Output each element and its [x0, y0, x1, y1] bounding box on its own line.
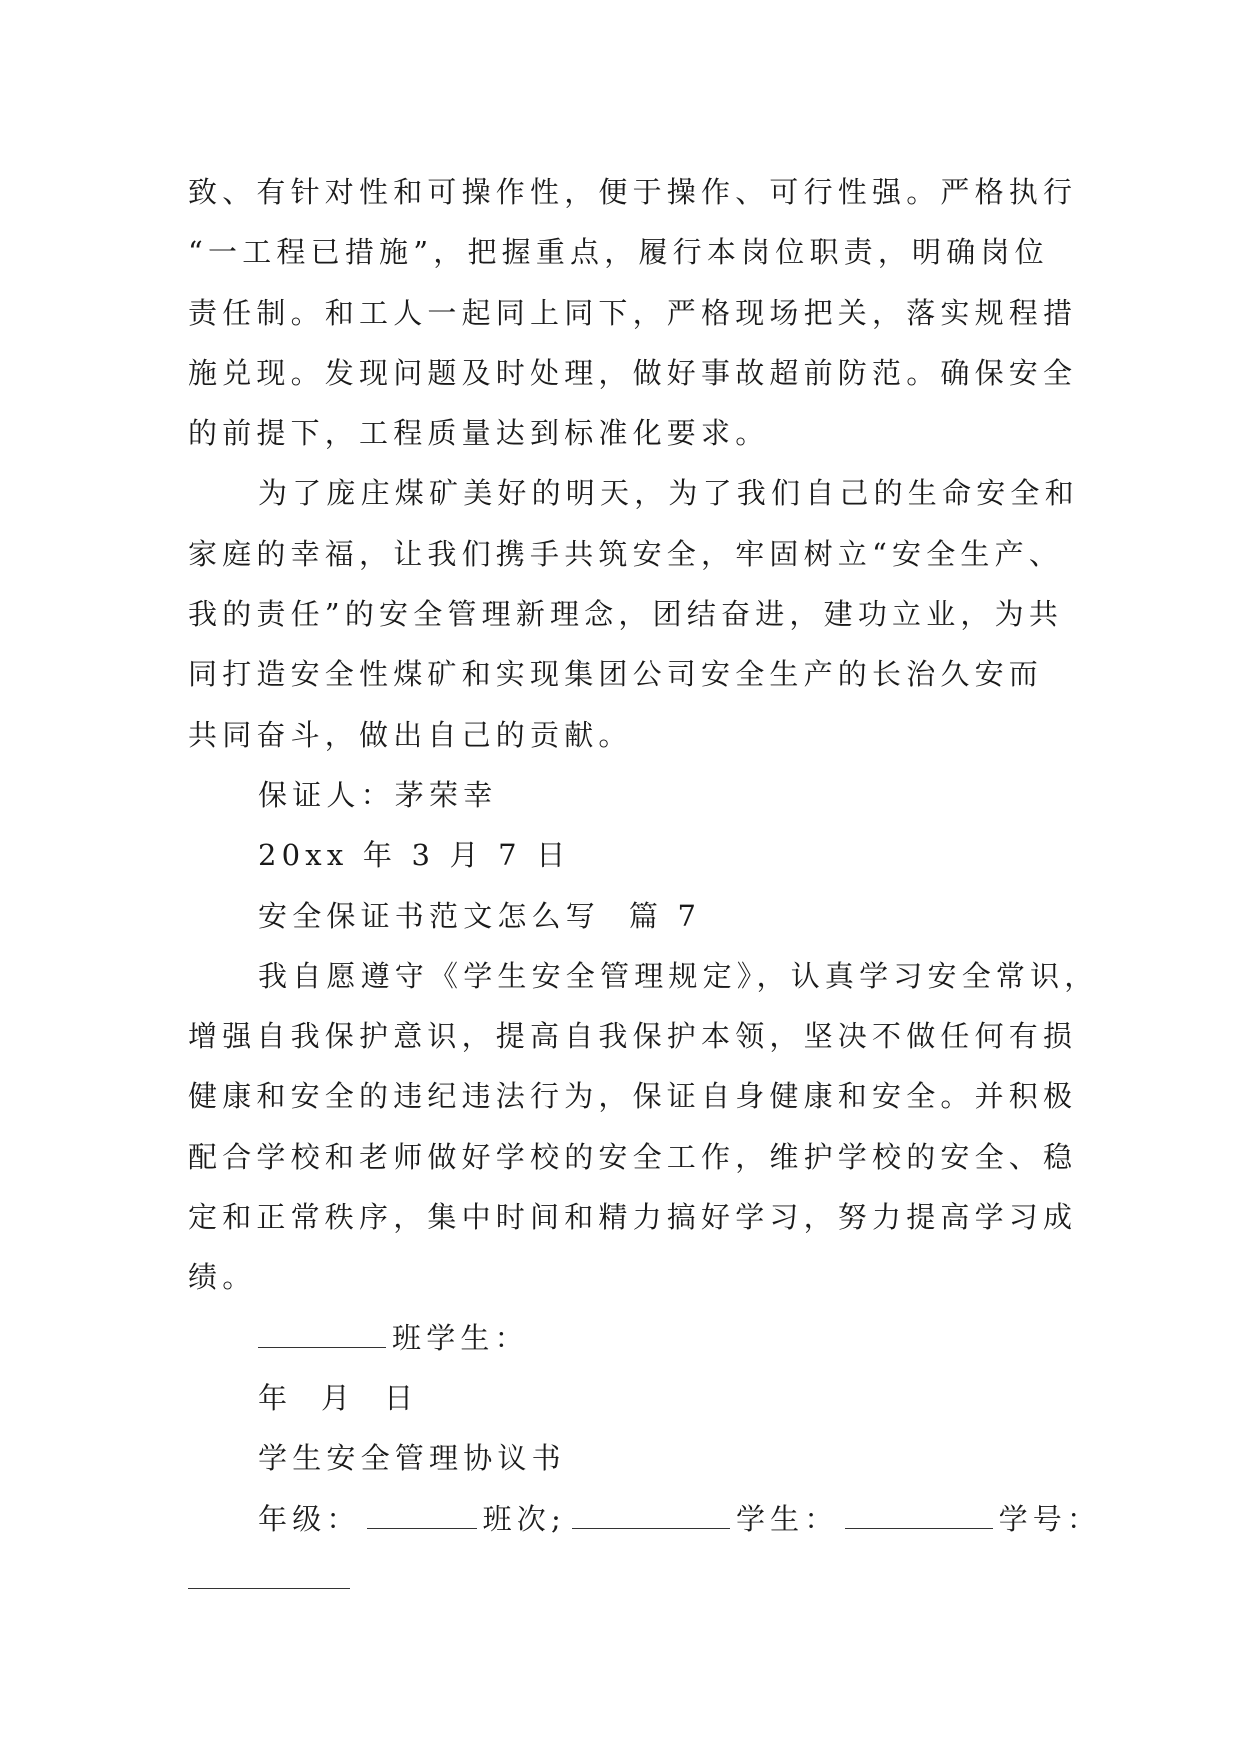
class-blank — [258, 1321, 386, 1348]
text-line: 定和正常秩序，集中时间和精力搞好学习，努力提高学习成 — [188, 1200, 1078, 1235]
number-blank — [188, 1562, 350, 1589]
text-line: 20xx 年 3 月 7 日 — [258, 838, 571, 873]
paragraph-lines — [188, 162, 1099, 1308]
text-line: 配合学校和老师做好学校的安全工作，维护学校的安全、稳 — [188, 1139, 1078, 1174]
text-line: 保证人：茅荣幸 — [258, 777, 498, 812]
text-line: “一工程已措施”，把握重点，履行本岗位职责，明确岗位 — [188, 235, 1049, 270]
text-line: 我自愿遵守《学生安全管理规定》，认真学习安全常识， — [258, 958, 1099, 993]
text-line: 为了庞庄煤矿美好的明天，为了我们自己的生命安全和 — [258, 476, 1079, 511]
text-line: 同打造安全性煤矿和实现集团公司安全生产的长治久安而 — [188, 657, 1044, 692]
number-label: 学号： — [998, 1501, 1102, 1536]
class-student-label: 班学生： — [392, 1320, 529, 1355]
grade-blank — [367, 1502, 477, 1529]
text-line: 施兑现。发现问题及时处理，做好事故超前防范。确保安全 — [188, 355, 1078, 390]
class-label: 班次; — [482, 1501, 566, 1536]
text-line: 我的责任”的安全管理新理念，团结奋进，建功立业，为共 — [188, 597, 1064, 632]
text-line: 致、有针对性和可操作性，便于操作、可行性强。严格执行 — [188, 175, 1078, 209]
text-line: 增强自我保护意识，提高自我保护本领，坚决不做任何有损 — [188, 1019, 1078, 1054]
date-blank-line: 年 月 日 — [258, 1380, 419, 1415]
class-student-line — [188, 1308, 1056, 1368]
student-label: 学生： — [735, 1501, 839, 1536]
text-line: 家庭的幸福，让我们携手共筑安全，牢固树立“安全生产、 — [188, 536, 1064, 571]
text-line: 健康和安全的违纪违法行为，保证自身健康和安全。并积极 — [188, 1079, 1078, 1114]
text-line: 安全保证书范文怎么写 篇 7 — [258, 898, 702, 933]
class-number-blank — [572, 1502, 730, 1529]
text-line: 的前提下，工程质量达到标准化要求。 — [188, 416, 770, 451]
student-blank — [845, 1502, 993, 1529]
text-line: 责任制。和工人一起同上同下，严格现场把关，落实规程措 — [188, 295, 1078, 330]
agreement-title: 学生安全管理协议书 — [258, 1441, 566, 1476]
form-fields-line — [188, 1489, 1102, 1549]
number-blank-line — [188, 1549, 1056, 1609]
text-line: 共同奋斗，做出自己的贡献。 — [188, 717, 633, 752]
document-body — [188, 162, 1102, 1609]
grade-label: 年级： — [258, 1501, 361, 1536]
text-line: 绩。 — [188, 1260, 257, 1295]
